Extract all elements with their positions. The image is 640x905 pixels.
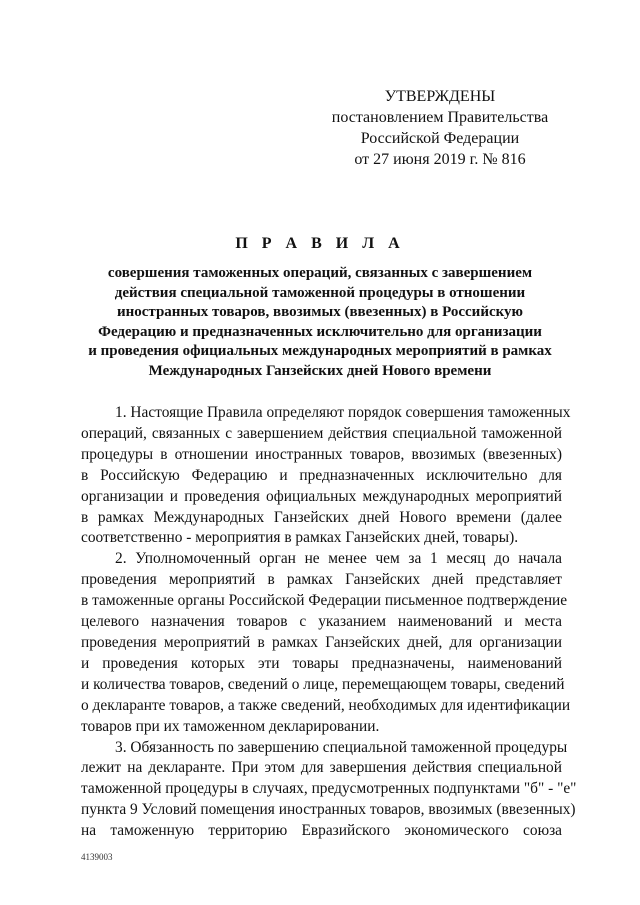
paragraph-line: проведения мероприятий в рамках Ганзейских дней представляет [81,571,562,589]
approval-date-number: от 27 июня 2019 г. № 816 [354,151,526,168]
paragraph-line: пункта 9 Условий помещения иностранных товаров, ввозимых (ввезенных) [81,801,576,819]
subtitle-line: действия специальной таможенной процедуры в отношении [114,284,526,301]
subtitle-line: Международных Ганзейских дней Нового времени [148,362,492,379]
paragraph-line: организации и проведения официальных международных мероприятий [81,487,562,505]
paragraph-line: товаров при их таможенном декларировании. [81,717,380,735]
approval-line: Российской Федерации [360,130,520,147]
approval-line: постановлением Правительства [331,109,549,126]
paragraph-line: и проведения которых эти товары предназначены, наименований [81,654,562,672]
paragraph-line: 2. Уполномоченный орган не менее чем за 1 месяц до начала [115,550,562,568]
subtitle-line: и проведения официальных международных мероприятий в рамках [88,343,552,359]
approval-block [320,86,560,170]
document-title: П Р А В И Л А [235,235,405,252]
paragraph-line: на таможенную территорию Евразийского экономического союза [81,822,562,840]
paragraph-line: и количества товаров, сведений о лице, перемещающем товары, сведений [81,675,565,693]
approval-heading: УТВЕРЖДЕНЫ [384,88,496,105]
paragraph-3 [81,738,577,843]
paragraph-line: соответственно - мероприятия в рамках Ганзейских дней, товары). [81,529,519,547]
paragraph-2 [81,549,571,737]
paragraph-line: лежит на декларанте. При этом для завершения действия специальной [81,759,562,777]
subtitle-line: иностранных товаров, ввозимых (ввезенных) в Российскую [116,304,524,320]
paragraph-line: о декларанте товаров, а также сведений, необходимых для идентификации [81,696,571,714]
document-code: 4139003 [81,852,113,862]
document-body [81,403,577,842]
paragraph-line: в таможенные органы Российской Федерации письменное подтверждение [81,592,568,610]
document-subtitle [60,264,580,381]
paragraph-1 [81,403,571,549]
paragraph-line: 1. Настоящие Правила определяют порядок совершения таможенных [115,404,571,421]
paragraph-line: целевого назначения товаров с указанием наименований и места [81,613,562,631]
subtitle-line: Федерацию и предназначенных исключительно для организации [98,323,542,340]
subtitle-line: совершения таможенных операций, связанных с завершением [107,265,533,281]
paragraph-line: в Российскую Федерацию и предназначенных исключительно для [81,466,562,484]
paragraph-line: таможенной процедуры в случаях, предусмотренных подпунктами "б" - "е" [81,780,577,798]
paragraph-line: операций, связанных с завершением действия специальной таможенной [81,424,562,442]
paragraph-line: 3. Обязанность по завершению специальной таможенной процедуры [115,738,568,756]
paragraph-line: в рамках Международных Ганзейских дней Нового времени (далее [81,508,562,526]
paragraph-line: проведения мероприятий в рамках Ганзейских дней, для организации [81,633,562,651]
paragraph-line: процедуры в отношении иностранных товаров, ввозимых (ввезенных) [81,445,562,463]
